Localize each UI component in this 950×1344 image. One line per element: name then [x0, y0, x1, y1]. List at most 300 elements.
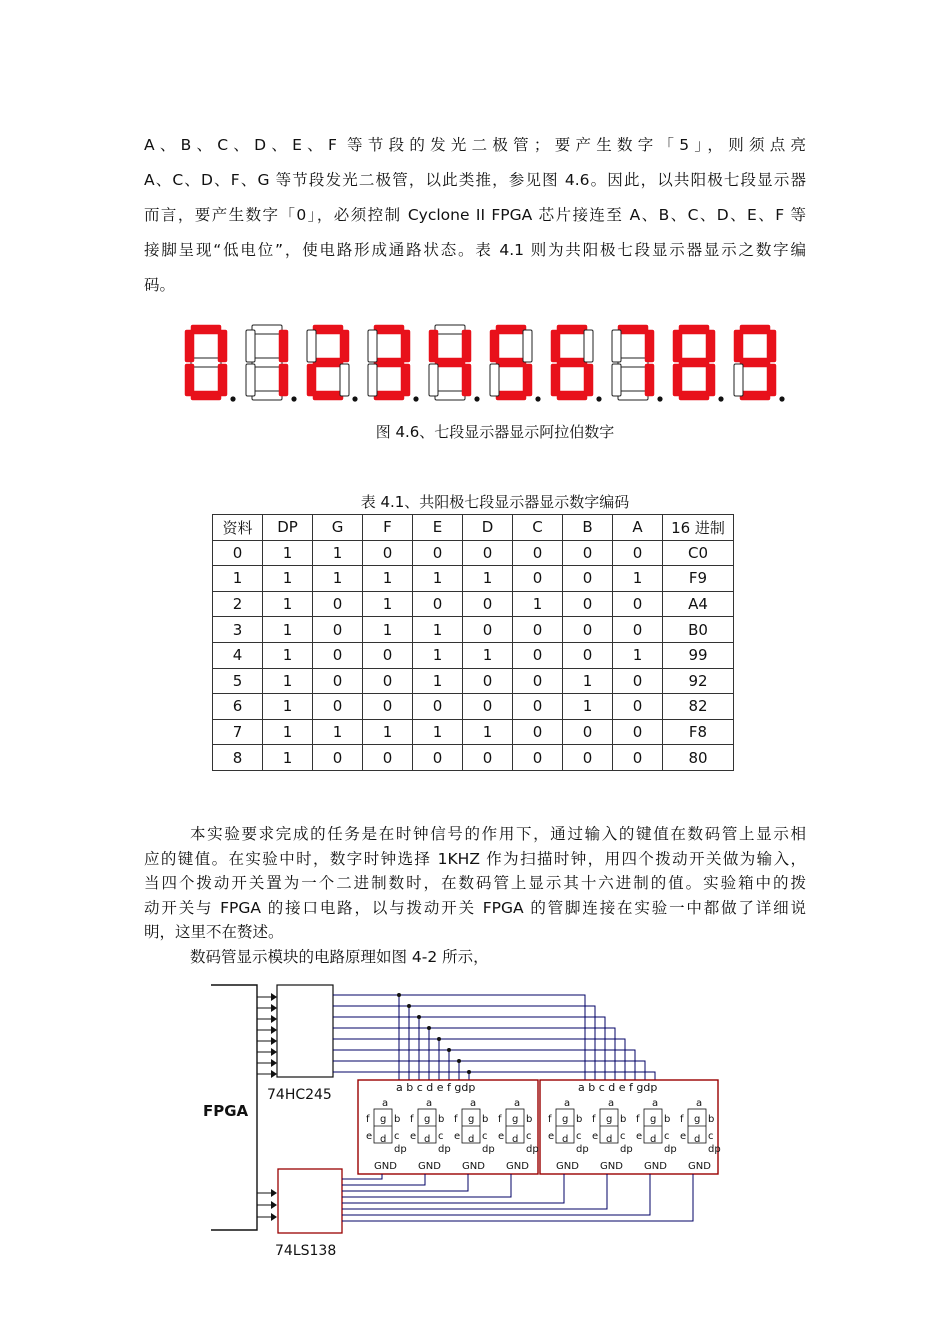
segment-letter-dp: dp: [664, 1144, 677, 1155]
gnd-label: GND: [506, 1161, 529, 1172]
table-cell: 0: [613, 668, 663, 694]
table-cell: E: [413, 515, 463, 541]
table-row: [213, 515, 734, 541]
table-cell: 1: [363, 719, 413, 745]
segment-a: [679, 325, 709, 334]
segment-d: [679, 391, 709, 400]
segment-letter-a: a: [564, 1098, 571, 1109]
segment-letter-g: g: [424, 1114, 431, 1125]
decimal-point: [535, 396, 540, 401]
table-row: [213, 566, 734, 592]
table-cell: 1: [613, 642, 663, 668]
segment-letter-f: f: [592, 1114, 596, 1125]
table-cell: 0: [213, 540, 263, 566]
segment-b: [340, 330, 349, 362]
segment-e: [673, 364, 682, 396]
segment-letter-dp: dp: [620, 1144, 633, 1155]
gnd-label: GND: [600, 1161, 623, 1172]
table-cell: F8: [663, 719, 734, 745]
segment-c: [523, 364, 532, 396]
segment-letter-b: b: [664, 1114, 671, 1125]
segment-letter-a: a: [652, 1098, 659, 1109]
paragraph-line: A、C、D、F、G 等节段发光二极管，以此类推，参见图 4.6。因此，以共阳极七段显示器: [144, 171, 806, 189]
table-cell: 0: [463, 540, 513, 566]
segment-letter-dp: dp: [708, 1144, 721, 1155]
segment-letter-d: d: [562, 1134, 569, 1145]
table-cell: 0: [513, 668, 563, 694]
decimal-point: [779, 396, 784, 401]
table-row: [213, 668, 734, 694]
paragraph-line: 码。: [144, 276, 176, 294]
segment-letter-e: e: [454, 1131, 461, 1142]
table-cell: G: [313, 515, 363, 541]
segment-e: [307, 364, 316, 396]
segment-d: [191, 391, 221, 400]
table-row: [213, 719, 734, 745]
input-arrow: [271, 1026, 277, 1034]
table-cell: 1: [413, 668, 463, 694]
segment-letter-c: c: [620, 1131, 626, 1142]
seven-segment-digit: [368, 325, 419, 402]
segment-f: [551, 330, 560, 362]
table-cell: 7: [213, 719, 263, 745]
decimal-point: [230, 396, 235, 401]
bus-junction: [467, 1070, 471, 1074]
segment-letter-f: f: [454, 1114, 458, 1125]
segment-b: [645, 330, 654, 362]
table-cell: 4: [213, 642, 263, 668]
table-cell: F9: [663, 566, 734, 592]
segment-c: [218, 364, 227, 396]
table-cell: 82: [663, 694, 734, 720]
segment-letter-c: c: [664, 1131, 670, 1142]
segment-a: [557, 325, 587, 334]
segment-e: [490, 364, 499, 396]
table-cell: 0: [313, 617, 363, 643]
table-cell: 0: [363, 642, 413, 668]
seven-segment-figure: [150, 315, 800, 405]
segment-d: [313, 391, 343, 400]
paragraph-line: 动开关与 FPGA 的接口电路，以与拨动开关 FPGA 的管脚连接在实验一中都做了详细说: [144, 898, 806, 917]
bus-wire: [333, 1061, 645, 1080]
segment-d: [557, 391, 587, 400]
segment-letter-d: d: [468, 1134, 475, 1145]
segment-g: [557, 358, 587, 367]
segment-g: [191, 358, 221, 367]
segment-e: [368, 364, 377, 396]
segment-letter-c: c: [526, 1131, 532, 1142]
table-cell: 0: [563, 745, 613, 771]
table-cell: 0: [513, 540, 563, 566]
segment-a: [740, 325, 770, 334]
paragraph-line: 数码管显示模块的电路原理如图 4-2 所示，: [190, 947, 489, 966]
gnd-label: GND: [462, 1161, 485, 1172]
segment-b: [584, 330, 593, 362]
segment-letter-g: g: [512, 1114, 519, 1125]
segment-letter-b: b: [526, 1114, 533, 1125]
bus-junction: [427, 1026, 431, 1030]
segment-g: [679, 358, 709, 367]
segment-f: [246, 330, 255, 362]
seven-segment-digit: [490, 325, 541, 402]
table-cell: 0: [513, 617, 563, 643]
segment-letter-e: e: [592, 1131, 599, 1142]
segment-letter-f: f: [366, 1114, 370, 1125]
chip1-label: 74HC245: [267, 1087, 332, 1103]
segment-letter-b: b: [482, 1114, 489, 1125]
table-cell: 0: [513, 642, 563, 668]
table-cell: 0: [563, 591, 613, 617]
table-cell: 0: [313, 745, 363, 771]
table-cell: A: [613, 515, 663, 541]
paragraph-line: A、B、C、D、E、F 等节段的发光二极管；要产生数字「5」，则须点亮: [144, 136, 806, 154]
select-arrow: [271, 1201, 277, 1209]
decimal-point: [413, 396, 418, 401]
segment-e: [246, 364, 255, 396]
segment-letter-f: f: [410, 1114, 414, 1125]
table-cell: 1: [413, 617, 463, 643]
table-cell: 0: [313, 591, 363, 617]
table-cell: 1: [263, 745, 313, 771]
table-cell: 1: [413, 719, 463, 745]
table-cell: C0: [663, 540, 734, 566]
segment-letter-e: e: [548, 1131, 555, 1142]
table-row: [213, 745, 734, 771]
table-cell: 1: [363, 617, 413, 643]
table-cell: 0: [563, 642, 613, 668]
segment-c: [767, 364, 776, 396]
input-arrow: [271, 1004, 277, 1012]
input-arrow: [271, 1037, 277, 1045]
paragraph-line: 明，这里不在赘述。: [144, 923, 284, 941]
segment-a: [618, 325, 648, 334]
table-cell: B0: [663, 617, 734, 643]
segment-letter-d: d: [606, 1134, 613, 1145]
input-arrow: [271, 1059, 277, 1067]
segment-letter-d: d: [694, 1134, 701, 1145]
segment-b: [462, 330, 471, 362]
segment-letter-b: b: [708, 1114, 715, 1125]
seven-segment-digit: [185, 325, 236, 402]
seven-segment-digit: [246, 325, 297, 402]
seven-segment-digit: [673, 325, 724, 402]
bus-wire: [333, 1050, 635, 1080]
table-cell: 1: [413, 642, 463, 668]
segment-letter-f: f: [636, 1114, 640, 1125]
segment-letter-dp: dp: [394, 1144, 407, 1155]
segment-letter-e: e: [366, 1131, 373, 1142]
segment-b: [767, 330, 776, 362]
table-row: [213, 694, 734, 720]
segment-letter-e: e: [680, 1131, 687, 1142]
table-cell: 1: [263, 694, 313, 720]
segment-a: [191, 325, 221, 334]
table-cell: 16 进制: [663, 515, 734, 541]
bus-junction: [407, 1004, 411, 1008]
table-cell: 1: [363, 566, 413, 592]
segment-bus-labels: a b c d e f gdp: [578, 1081, 658, 1094]
table-row: [213, 540, 734, 566]
segment-f: [490, 330, 499, 362]
segment-letter-g: g: [380, 1114, 387, 1125]
segment-f: [673, 330, 682, 362]
table-cell: 0: [513, 566, 563, 592]
table-cell: 0: [313, 694, 363, 720]
table-cell: 80: [663, 745, 734, 771]
table-cell: 0: [363, 668, 413, 694]
segment-bus-labels: a b c d e f gdp: [396, 1081, 476, 1094]
paragraph-line: 而言，要产生数字「0」，必须控制 Cyclone II FPGA 芯片接连至 A、B、C、D、E、F 等: [144, 206, 806, 224]
segment-letter-g: g: [562, 1114, 569, 1125]
table-cell: D: [463, 515, 513, 541]
table-row: [213, 591, 734, 617]
segment-letter-f: f: [548, 1114, 552, 1125]
segment-d: [252, 391, 282, 400]
table-cell: 0: [463, 591, 513, 617]
table-cell: 0: [463, 694, 513, 720]
segment-f: [612, 330, 621, 362]
segment-c: [279, 364, 288, 396]
table-row: [213, 617, 734, 643]
input-arrow: [271, 1015, 277, 1023]
table-cell: 5: [213, 668, 263, 694]
table-cell: DP: [263, 515, 313, 541]
segment-b: [706, 330, 715, 362]
decimal-point: [718, 396, 723, 401]
table-cell: 1: [413, 566, 463, 592]
paragraph-line: 本实验要求完成的任务是在时钟信号的作用下，通过输入的键值在数码管上显示相: [190, 825, 806, 843]
segment-letter-a: a: [382, 1098, 389, 1109]
segment-letter-d: d: [650, 1134, 657, 1145]
table-cell: 0: [413, 745, 463, 771]
segment-letter-d: d: [512, 1134, 519, 1145]
table-cell: 1: [263, 566, 313, 592]
segment-a: [313, 325, 343, 334]
table-cell: 1: [263, 540, 313, 566]
segment-letter-c: c: [394, 1131, 400, 1142]
segment-letter-d: d: [424, 1134, 431, 1145]
segment-letter-b: b: [438, 1114, 445, 1125]
bus-junction: [447, 1048, 451, 1052]
table-cell: A4: [663, 591, 734, 617]
segment-letter-c: c: [576, 1131, 582, 1142]
decimal-point: [291, 396, 296, 401]
table-cell: 0: [613, 745, 663, 771]
gnd-label: GND: [556, 1161, 579, 1172]
segment-letter-b: b: [576, 1114, 583, 1125]
segment-e: [185, 364, 194, 396]
decimal-point: [596, 396, 601, 401]
table-cell: 0: [413, 591, 463, 617]
table-cell: 0: [563, 617, 613, 643]
table-cell: 1: [263, 668, 313, 694]
table-cell: 资料: [213, 515, 263, 541]
segment-c: [462, 364, 471, 396]
input-arrow: [271, 1070, 277, 1078]
segment-letter-dp: dp: [438, 1144, 451, 1155]
bus-wire: [333, 1072, 655, 1080]
bus-junction: [437, 1037, 441, 1041]
segment-letter-g: g: [694, 1114, 701, 1125]
segment-e: [612, 364, 621, 396]
chip-74ls138: [278, 1169, 342, 1233]
bus-junction: [457, 1059, 461, 1063]
segment-letter-a: a: [514, 1098, 521, 1109]
segment-g: [618, 358, 648, 367]
segment-letter-dp: dp: [482, 1144, 495, 1155]
segment-letter-b: b: [620, 1114, 627, 1125]
segment-letter-d: d: [380, 1134, 387, 1145]
table-cell: 99: [663, 642, 734, 668]
table-cell: B: [563, 515, 613, 541]
segment-d: [618, 391, 648, 400]
display-module: [540, 1080, 718, 1174]
segment-c: [645, 364, 654, 396]
table-cell: 0: [463, 668, 513, 694]
table-cell: 1: [313, 719, 363, 745]
table-cell: C: [513, 515, 563, 541]
seven-segment-digit: [551, 325, 602, 402]
bus-junction: [397, 993, 401, 997]
table-cell: 0: [413, 540, 463, 566]
input-arrow: [271, 993, 277, 1001]
table-cell: 0: [463, 745, 513, 771]
display-module: [358, 1080, 538, 1174]
segment-f: [429, 330, 438, 362]
input-arrow: [271, 1048, 277, 1056]
segment-letter-g: g: [650, 1114, 657, 1125]
table-cell: 0: [613, 617, 663, 643]
segment-f: [185, 330, 194, 362]
segment-b: [401, 330, 410, 362]
circuit-diagram: [195, 975, 735, 1265]
table-cell: 1: [313, 566, 363, 592]
table-cell: 1: [563, 694, 613, 720]
segment-letter-c: c: [708, 1131, 714, 1142]
table-cell: 0: [513, 719, 563, 745]
segment-g: [740, 358, 770, 367]
table-cell: 1: [363, 591, 413, 617]
table-cell: 0: [413, 694, 463, 720]
segment-b: [279, 330, 288, 362]
table-cell: 0: [363, 694, 413, 720]
segment-c: [584, 364, 593, 396]
table-cell: 1: [263, 591, 313, 617]
table-cell: 0: [563, 566, 613, 592]
bus-junction: [417, 1015, 421, 1019]
segment-b: [523, 330, 532, 362]
segment-letter-g: g: [468, 1114, 475, 1125]
segment-letter-a: a: [470, 1098, 477, 1109]
table-cell: 8: [213, 745, 263, 771]
table-cell: 1: [263, 719, 313, 745]
table-cell: 0: [313, 668, 363, 694]
table-4-1-caption: 表 4.1、共阳极七段显示器显示数字编码: [360, 493, 630, 511]
select-line: [342, 1174, 468, 1191]
seven-segment-digit: [734, 325, 785, 402]
segment-letter-f: f: [680, 1114, 684, 1125]
gnd-label: GND: [688, 1161, 711, 1172]
segment-a: [435, 325, 465, 334]
segment-g: [252, 358, 282, 367]
code-table: [212, 514, 734, 771]
table-cell: 0: [513, 745, 563, 771]
table-cell: 1: [613, 566, 663, 592]
table-cell: 2: [213, 591, 263, 617]
select-line: [342, 1174, 564, 1203]
chip2-label: 74LS138: [275, 1243, 337, 1259]
table-cell: 0: [513, 694, 563, 720]
segment-f: [368, 330, 377, 362]
seven-segment-digit: [429, 325, 480, 402]
table-cell: 1: [263, 642, 313, 668]
segment-d: [496, 391, 526, 400]
table-row: [213, 642, 734, 668]
table-cell: F: [363, 515, 413, 541]
table-cell: 0: [613, 719, 663, 745]
segment-letter-dp: dp: [576, 1144, 589, 1155]
paragraph-line: 接脚呈现“低电位”，使电路形成通路状态。表 4.1 则为共阳极七段显示器显示之数字编: [144, 241, 806, 259]
table-cell: 1: [563, 668, 613, 694]
table-cell: 0: [563, 719, 613, 745]
chip-74hc245: [277, 985, 333, 1077]
segment-g: [496, 358, 526, 367]
decimal-point: [657, 396, 662, 401]
seven-segment-digit: [307, 325, 358, 402]
table-cell: 1: [513, 591, 563, 617]
table-cell: 0: [463, 617, 513, 643]
segment-c: [340, 364, 349, 396]
table-cell: 92: [663, 668, 734, 694]
table-cell: 1: [213, 566, 263, 592]
table-cell: 1: [463, 566, 513, 592]
segment-g: [435, 358, 465, 367]
select-arrow: [271, 1189, 277, 1197]
paragraph-line: 应的键值。在实验中时，数字时钟选择 1KHZ 作为扫描时钟，用四个拨动开关做为输入，: [144, 849, 806, 868]
table-cell: 1: [463, 719, 513, 745]
figure-4-6-caption: 图 4.6、七段显示器显示阿拉伯数字: [375, 423, 615, 441]
bus-wire: [333, 1039, 625, 1080]
segment-f: [307, 330, 316, 362]
fpga-label: FPGA: [203, 1102, 249, 1120]
segment-e: [551, 364, 560, 396]
segment-d: [740, 391, 770, 400]
paragraph-2: [144, 822, 806, 969]
segment-letter-dp: dp: [526, 1144, 539, 1155]
decimal-point: [474, 396, 479, 401]
table-cell: 0: [613, 694, 663, 720]
table-cell: 0: [613, 591, 663, 617]
table-cell: 0: [563, 540, 613, 566]
table-cell: 0: [613, 540, 663, 566]
decimal-point: [352, 396, 357, 401]
segment-letter-g: g: [606, 1114, 613, 1125]
table-cell: 0: [363, 540, 413, 566]
segment-letter-a: a: [608, 1098, 615, 1109]
table-cell: 1: [463, 642, 513, 668]
segment-letter-e: e: [498, 1131, 505, 1142]
segment-letter-f: f: [498, 1114, 502, 1125]
segment-d: [435, 391, 465, 400]
segment-c: [706, 364, 715, 396]
segment-c: [401, 364, 410, 396]
gnd-label: GND: [644, 1161, 667, 1172]
segment-e: [429, 364, 438, 396]
table-cell: 1: [263, 617, 313, 643]
table-cell: 1: [313, 540, 363, 566]
gnd-label: GND: [374, 1161, 397, 1172]
segment-e: [734, 364, 743, 396]
